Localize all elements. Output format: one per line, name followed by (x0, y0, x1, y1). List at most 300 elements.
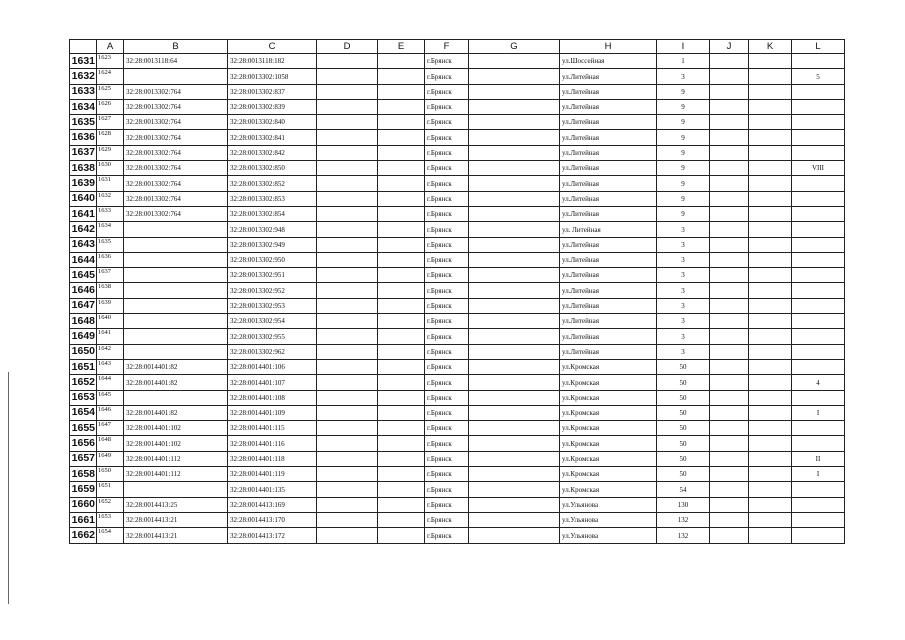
cell-c[interactable]: 32:28:0014401:119 (228, 467, 317, 482)
cell-i[interactable]: 50 (657, 390, 710, 405)
cell-d[interactable] (317, 206, 378, 221)
cell-k[interactable] (749, 482, 792, 497)
cell-k[interactable] (749, 268, 792, 283)
cell-j[interactable] (710, 99, 749, 114)
cell-a[interactable]: 1628 (97, 130, 124, 145)
cell-l[interactable] (792, 344, 845, 359)
cell-i[interactable]: 50 (657, 451, 710, 466)
cell-j[interactable] (710, 329, 749, 344)
cell-l[interactable]: 5 (792, 69, 845, 84)
cell-d[interactable] (317, 69, 378, 84)
cell-b[interactable] (124, 69, 228, 84)
cell-d[interactable] (317, 405, 378, 420)
cell-c[interactable]: 32:28:0013302:1058 (228, 69, 317, 84)
row-number-cell[interactable]: 1645 (70, 268, 97, 283)
cell-b[interactable]: 32:28:0013302:764 (124, 176, 228, 191)
cell-j[interactable] (710, 512, 749, 527)
cell-i[interactable]: 3 (657, 344, 710, 359)
cell-a[interactable]: 1625 (97, 84, 124, 99)
cell-b[interactable]: 32:28:0013302:764 (124, 130, 228, 145)
cell-h[interactable]: ул.Литейная (560, 191, 657, 206)
cell-e[interactable] (378, 314, 425, 329)
cell-k[interactable] (749, 298, 792, 313)
cell-a[interactable]: 1652 (97, 497, 124, 512)
cell-f[interactable]: г.Брянск (425, 512, 469, 527)
cell-h[interactable]: ул.Литейная (560, 298, 657, 313)
cell-g[interactable] (469, 176, 560, 191)
cell-d[interactable] (317, 344, 378, 359)
cell-e[interactable] (378, 497, 425, 512)
cell-i[interactable]: 1 (657, 54, 710, 69)
cell-c[interactable]: 32:28:0013302:837 (228, 84, 317, 99)
cell-f[interactable]: г.Брянск (425, 268, 469, 283)
cell-k[interactable] (749, 451, 792, 466)
column-header-c[interactable]: C (228, 40, 317, 54)
cell-k[interactable] (749, 145, 792, 160)
cell-l[interactable] (792, 359, 845, 374)
cell-j[interactable] (710, 298, 749, 313)
cell-i[interactable]: 54 (657, 482, 710, 497)
cell-e[interactable] (378, 528, 425, 543)
cell-b[interactable]: 32:28:0014401:112 (124, 451, 228, 466)
row-number-cell[interactable]: 1658 (70, 467, 97, 482)
cell-c[interactable]: 32:28:0013302:840 (228, 115, 317, 130)
cell-i[interactable]: 50 (657, 375, 710, 390)
cell-h[interactable]: ул.Кромская (560, 436, 657, 451)
cell-k[interactable] (749, 344, 792, 359)
cell-j[interactable] (710, 222, 749, 237)
cell-c[interactable]: 32:28:0013302:955 (228, 329, 317, 344)
column-header-i[interactable]: I (657, 40, 710, 54)
row-number-cell[interactable]: 1632 (70, 69, 97, 84)
row-number-cell[interactable]: 1657 (70, 451, 97, 466)
cell-k[interactable] (749, 390, 792, 405)
cell-g[interactable] (469, 512, 560, 527)
cell-b[interactable] (124, 329, 228, 344)
cell-d[interactable] (317, 497, 378, 512)
cell-h[interactable]: ул.Литейная (560, 329, 657, 344)
cell-g[interactable] (469, 451, 560, 466)
cell-d[interactable] (317, 329, 378, 344)
row-number-cell[interactable]: 1638 (70, 161, 97, 176)
cell-j[interactable] (710, 314, 749, 329)
cell-k[interactable] (749, 222, 792, 237)
cell-a[interactable]: 1650 (97, 467, 124, 482)
cell-j[interactable] (710, 145, 749, 160)
cell-f[interactable]: г.Брянск (425, 467, 469, 482)
cell-f[interactable]: г.Брянск (425, 314, 469, 329)
cell-b[interactable]: 32:28:0014413:21 (124, 528, 228, 543)
cell-f[interactable]: г.Брянск (425, 176, 469, 191)
cell-g[interactable] (469, 528, 560, 543)
cell-i[interactable]: 3 (657, 298, 710, 313)
cell-f[interactable]: г.Брянск (425, 237, 469, 252)
cell-a[interactable]: 1643 (97, 359, 124, 374)
cell-g[interactable] (469, 421, 560, 436)
cell-k[interactable] (749, 329, 792, 344)
row-number-cell[interactable]: 1633 (70, 84, 97, 99)
cell-i[interactable]: 3 (657, 69, 710, 84)
cell-i[interactable]: 3 (657, 314, 710, 329)
cell-i[interactable]: 3 (657, 237, 710, 252)
cell-h[interactable]: ул.Шоссейная (560, 54, 657, 69)
column-header-e[interactable]: E (378, 40, 425, 54)
cell-a[interactable]: 1630 (97, 161, 124, 176)
cell-k[interactable] (749, 528, 792, 543)
cell-h[interactable]: ул.Кромская (560, 405, 657, 420)
row-number-cell[interactable]: 1642 (70, 222, 97, 237)
cell-c[interactable]: 32:28:0013302:952 (228, 283, 317, 298)
cell-b[interactable] (124, 237, 228, 252)
cell-h[interactable]: ул.Литейная (560, 69, 657, 84)
cell-k[interactable] (749, 314, 792, 329)
corner-cell[interactable] (70, 40, 97, 54)
cell-j[interactable] (710, 252, 749, 267)
cell-h[interactable]: ул.Литейная (560, 314, 657, 329)
column-header-a[interactable]: A (97, 40, 124, 54)
cell-h[interactable]: ул.Кромская (560, 482, 657, 497)
cell-j[interactable] (710, 191, 749, 206)
cell-b[interactable]: 32:28:0014401:82 (124, 405, 228, 420)
cell-l[interactable]: 4 (792, 375, 845, 390)
cell-e[interactable] (378, 54, 425, 69)
cell-f[interactable]: г.Брянск (425, 298, 469, 313)
row-number-cell[interactable]: 1646 (70, 283, 97, 298)
cell-a[interactable]: 1640 (97, 314, 124, 329)
cell-i[interactable]: 9 (657, 176, 710, 191)
cell-l[interactable] (792, 436, 845, 451)
cell-d[interactable] (317, 314, 378, 329)
cell-j[interactable] (710, 451, 749, 466)
cell-f[interactable]: г.Брянск (425, 99, 469, 114)
cell-k[interactable] (749, 130, 792, 145)
row-number-cell[interactable]: 1654 (70, 405, 97, 420)
cell-g[interactable] (469, 329, 560, 344)
cell-h[interactable]: ул.Литейная (560, 99, 657, 114)
cell-k[interactable] (749, 84, 792, 99)
cell-b[interactable]: 32:28:0013302:764 (124, 115, 228, 130)
cell-l[interactable] (792, 390, 845, 405)
cell-f[interactable]: г.Брянск (425, 528, 469, 543)
cell-d[interactable] (317, 436, 378, 451)
cell-k[interactable] (749, 405, 792, 420)
cell-k[interactable] (749, 237, 792, 252)
cell-j[interactable] (710, 130, 749, 145)
cell-a[interactable]: 1653 (97, 512, 124, 527)
row-number-cell[interactable]: 1655 (70, 421, 97, 436)
cell-f[interactable]: г.Брянск (425, 359, 469, 374)
cell-h[interactable]: ул.Литейная (560, 344, 657, 359)
cell-e[interactable] (378, 451, 425, 466)
cell-j[interactable] (710, 161, 749, 176)
cell-d[interactable] (317, 375, 378, 390)
cell-l[interactable] (792, 84, 845, 99)
row-number-cell[interactable]: 1660 (70, 497, 97, 512)
cell-k[interactable] (749, 359, 792, 374)
cell-l[interactable]: II (792, 451, 845, 466)
cell-g[interactable] (469, 268, 560, 283)
column-header-k[interactable]: K (749, 40, 792, 54)
cell-e[interactable] (378, 375, 425, 390)
cell-l[interactable] (792, 191, 845, 206)
cell-d[interactable] (317, 130, 378, 145)
cell-d[interactable] (317, 268, 378, 283)
cell-f[interactable]: г.Брянск (425, 206, 469, 221)
cell-c[interactable]: 32:28:0013302:949 (228, 237, 317, 252)
cell-c[interactable]: 32:28:0013118:182 (228, 54, 317, 69)
cell-h[interactable]: ул.Кромская (560, 390, 657, 405)
cell-b[interactable] (124, 298, 228, 313)
cell-e[interactable] (378, 467, 425, 482)
cell-d[interactable] (317, 252, 378, 267)
cell-g[interactable] (469, 206, 560, 221)
cell-g[interactable] (469, 497, 560, 512)
cell-f[interactable]: г.Брянск (425, 451, 469, 466)
cell-e[interactable] (378, 329, 425, 344)
cell-l[interactable] (792, 512, 845, 527)
cell-g[interactable] (469, 252, 560, 267)
cell-b[interactable] (124, 390, 228, 405)
cell-g[interactable] (469, 115, 560, 130)
cell-g[interactable] (469, 298, 560, 313)
cell-e[interactable] (378, 298, 425, 313)
cell-c[interactable]: 32:28:0014401:108 (228, 390, 317, 405)
cell-c[interactable]: 32:28:0013302:951 (228, 268, 317, 283)
cell-b[interactable]: 32:28:0013302:764 (124, 84, 228, 99)
cell-b[interactable]: 32:28:0014401:82 (124, 359, 228, 374)
cell-e[interactable] (378, 252, 425, 267)
cell-i[interactable]: 132 (657, 512, 710, 527)
cell-h[interactable]: ул.Литейная (560, 206, 657, 221)
cell-b[interactable] (124, 268, 228, 283)
cell-b[interactable]: 32:28:0013118:64 (124, 54, 228, 69)
cell-c[interactable]: 32:28:0014401:115 (228, 421, 317, 436)
cell-e[interactable] (378, 482, 425, 497)
cell-d[interactable] (317, 84, 378, 99)
cell-k[interactable] (749, 161, 792, 176)
cell-c[interactable]: 32:28:0014401:109 (228, 405, 317, 420)
cell-f[interactable]: г.Брянск (425, 69, 469, 84)
cell-l[interactable] (792, 497, 845, 512)
cell-a[interactable]: 1654 (97, 528, 124, 543)
cell-f[interactable]: г.Брянск (425, 436, 469, 451)
cell-c[interactable]: 32:28:0013302:850 (228, 161, 317, 176)
cell-b[interactable] (124, 482, 228, 497)
cell-k[interactable] (749, 375, 792, 390)
cell-c[interactable]: 32:28:0014401:135 (228, 482, 317, 497)
cell-e[interactable] (378, 130, 425, 145)
cell-h[interactable]: ул.Литейная (560, 161, 657, 176)
cell-b[interactable]: 32:28:0014413:25 (124, 497, 228, 512)
cell-g[interactable] (469, 84, 560, 99)
cell-h[interactable]: ул.Литейная (560, 130, 657, 145)
cell-e[interactable] (378, 69, 425, 84)
cell-d[interactable] (317, 467, 378, 482)
cell-j[interactable] (710, 375, 749, 390)
cell-j[interactable] (710, 528, 749, 543)
cell-l[interactable]: I (792, 405, 845, 420)
cell-e[interactable] (378, 268, 425, 283)
row-number-cell[interactable]: 1652 (70, 375, 97, 390)
cell-b[interactable]: 32:28:0014413:21 (124, 512, 228, 527)
cell-e[interactable] (378, 115, 425, 130)
cell-c[interactable]: 32:28:0013302:953 (228, 298, 317, 313)
cell-h[interactable]: ул.Кромская (560, 421, 657, 436)
cell-i[interactable]: 50 (657, 359, 710, 374)
row-number-cell[interactable]: 1639 (70, 176, 97, 191)
cell-g[interactable] (469, 359, 560, 374)
cell-i[interactable]: 50 (657, 405, 710, 420)
cell-j[interactable] (710, 237, 749, 252)
cell-c[interactable]: 32:28:0014413:170 (228, 512, 317, 527)
cell-c[interactable]: 32:28:0014413:169 (228, 497, 317, 512)
cell-b[interactable]: 32:28:0014401:102 (124, 421, 228, 436)
cell-i[interactable]: 3 (657, 329, 710, 344)
cell-j[interactable] (710, 497, 749, 512)
cell-h[interactable]: ул.Ульянова (560, 512, 657, 527)
column-header-j[interactable]: J (710, 40, 749, 54)
cell-l[interactable] (792, 54, 845, 69)
cell-f[interactable]: г.Брянск (425, 482, 469, 497)
cell-l[interactable] (792, 252, 845, 267)
cell-b[interactable]: 32:28:0013302:764 (124, 206, 228, 221)
cell-k[interactable] (749, 512, 792, 527)
cell-a[interactable]: 1623 (97, 54, 124, 69)
column-header-l[interactable]: L (792, 40, 845, 54)
cell-g[interactable] (469, 375, 560, 390)
cell-l[interactable] (792, 298, 845, 313)
cell-l[interactable]: VIII (792, 161, 845, 176)
row-number-cell[interactable]: 1653 (70, 390, 97, 405)
cell-d[interactable] (317, 359, 378, 374)
cell-f[interactable]: г.Брянск (425, 390, 469, 405)
cell-l[interactable] (792, 176, 845, 191)
cell-c[interactable]: 32:28:0014401:106 (228, 359, 317, 374)
cell-l[interactable] (792, 329, 845, 344)
cell-h[interactable]: ул.Кромская (560, 359, 657, 374)
cell-k[interactable] (749, 99, 792, 114)
cell-a[interactable]: 1626 (97, 99, 124, 114)
cell-j[interactable] (710, 405, 749, 420)
cell-k[interactable] (749, 115, 792, 130)
row-number-cell[interactable]: 1644 (70, 252, 97, 267)
row-number-cell[interactable]: 1651 (70, 359, 97, 374)
cell-l[interactable] (792, 115, 845, 130)
cell-c[interactable]: 32:28:0013302:853 (228, 191, 317, 206)
cell-i[interactable]: 9 (657, 115, 710, 130)
cell-a[interactable]: 1634 (97, 222, 124, 237)
cell-f[interactable]: г.Брянск (425, 405, 469, 420)
cell-e[interactable] (378, 512, 425, 527)
cell-i[interactable]: 3 (657, 268, 710, 283)
cell-f[interactable]: г.Брянск (425, 283, 469, 298)
row-number-cell[interactable]: 1635 (70, 115, 97, 130)
cell-h[interactable]: ул. Литейная (560, 222, 657, 237)
cell-g[interactable] (469, 145, 560, 160)
cell-l[interactable] (792, 130, 845, 145)
cell-d[interactable] (317, 54, 378, 69)
cell-k[interactable] (749, 191, 792, 206)
cell-c[interactable]: 32:28:0014401:116 (228, 436, 317, 451)
cell-j[interactable] (710, 482, 749, 497)
cell-a[interactable]: 1627 (97, 115, 124, 130)
cell-i[interactable]: 3 (657, 283, 710, 298)
cell-j[interactable] (710, 115, 749, 130)
cell-i[interactable]: 130 (657, 497, 710, 512)
cell-b[interactable] (124, 283, 228, 298)
cell-i[interactable]: 9 (657, 130, 710, 145)
cell-h[interactable]: ул.Литейная (560, 176, 657, 191)
cell-l[interactable] (792, 268, 845, 283)
cell-h[interactable]: ул.Литейная (560, 283, 657, 298)
cell-k[interactable] (749, 497, 792, 512)
cell-k[interactable] (749, 467, 792, 482)
cell-b[interactable] (124, 344, 228, 359)
row-number-cell[interactable]: 1647 (70, 298, 97, 313)
cell-e[interactable] (378, 237, 425, 252)
cell-j[interactable] (710, 283, 749, 298)
cell-a[interactable]: 1644 (97, 375, 124, 390)
cell-d[interactable] (317, 99, 378, 114)
cell-d[interactable] (317, 191, 378, 206)
cell-b[interactable] (124, 222, 228, 237)
cell-a[interactable]: 1645 (97, 390, 124, 405)
cell-h[interactable]: ул.Литейная (560, 145, 657, 160)
cell-d[interactable] (317, 421, 378, 436)
row-number-cell[interactable]: 1641 (70, 206, 97, 221)
cell-l[interactable] (792, 283, 845, 298)
column-header-h[interactable]: H (560, 40, 657, 54)
cell-c[interactable]: 32:28:0013302:854 (228, 206, 317, 221)
cell-e[interactable] (378, 176, 425, 191)
cell-k[interactable] (749, 69, 792, 84)
cell-g[interactable] (469, 436, 560, 451)
cell-f[interactable]: г.Брянск (425, 497, 469, 512)
cell-l[interactable] (792, 222, 845, 237)
cell-h[interactable]: ул.Ульянова (560, 497, 657, 512)
cell-a[interactable]: 1633 (97, 206, 124, 221)
cell-f[interactable]: г.Брянск (425, 115, 469, 130)
cell-e[interactable] (378, 421, 425, 436)
cell-g[interactable] (469, 99, 560, 114)
cell-f[interactable]: г.Брянск (425, 344, 469, 359)
cell-h[interactable]: ул.Литейная (560, 268, 657, 283)
row-number-cell[interactable]: 1656 (70, 436, 97, 451)
cell-g[interactable] (469, 161, 560, 176)
cell-b[interactable]: 32:28:0014401:82 (124, 375, 228, 390)
column-header-g[interactable]: G (469, 40, 560, 54)
cell-h[interactable]: ул.Литейная (560, 115, 657, 130)
cell-k[interactable] (749, 421, 792, 436)
cell-j[interactable] (710, 84, 749, 99)
cell-a[interactable]: 1651 (97, 482, 124, 497)
cell-c[interactable]: 32:28:0013302:841 (228, 130, 317, 145)
cell-l[interactable] (792, 314, 845, 329)
cell-h[interactable]: ул.Кромская (560, 467, 657, 482)
cell-a[interactable]: 1639 (97, 298, 124, 313)
cell-k[interactable] (749, 176, 792, 191)
cell-j[interactable] (710, 54, 749, 69)
cell-c[interactable]: 32:28:0013302:954 (228, 314, 317, 329)
cell-d[interactable] (317, 512, 378, 527)
cell-e[interactable] (378, 359, 425, 374)
cell-a[interactable]: 1642 (97, 344, 124, 359)
cell-d[interactable] (317, 482, 378, 497)
cell-f[interactable]: г.Брянск (425, 145, 469, 160)
cell-d[interactable] (317, 528, 378, 543)
cell-i[interactable]: 9 (657, 145, 710, 160)
cell-b[interactable]: 32:28:0013302:764 (124, 191, 228, 206)
